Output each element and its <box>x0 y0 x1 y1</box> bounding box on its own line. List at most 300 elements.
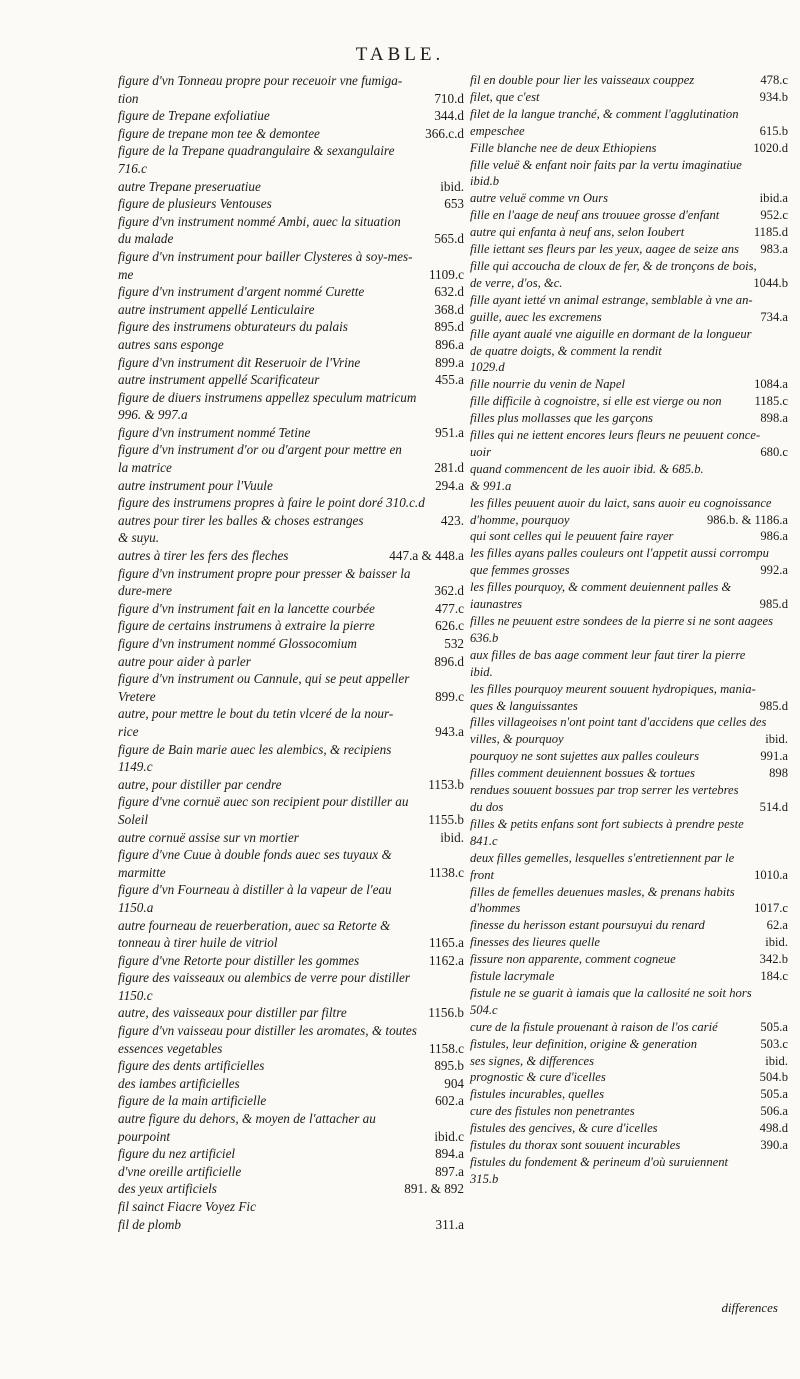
index-entry <box>470 140 788 157</box>
index-entry <box>470 1069 788 1086</box>
entry-text: autre pour aider à parler <box>118 653 251 669</box>
entry-text: figure des instrumens obturateurs du palais <box>118 319 348 335</box>
page-reference: 294.a <box>435 477 464 493</box>
entry-text: les filles pourquoy, & comment deuiennent palles & <box>470 580 732 595</box>
entry-text: figure de la main artificielle <box>118 1093 267 1109</box>
page-reference: 447.a & 448.a <box>389 548 464 564</box>
entry-text: ibid. <box>470 664 493 679</box>
entry-text: figure de diuers instrumens appellez speculum matricum <box>118 389 417 405</box>
page-reference: 895.b <box>434 1058 464 1074</box>
index-entry <box>470 545 788 562</box>
entry-text: & suyu. <box>118 530 160 546</box>
entry-text: figure d'vn instrument ou Cannule, qui se peut appeller <box>118 671 410 687</box>
index-entry <box>118 600 464 618</box>
page-reference: 952.c <box>760 208 788 223</box>
page-reference: 734.a <box>760 309 788 324</box>
index-entry <box>470 613 788 630</box>
entry-text: figure de plusieurs Ventouses <box>118 196 272 212</box>
entry-text: des iambes artificielles <box>118 1075 240 1091</box>
entry-text: uoir <box>470 444 491 459</box>
index-entry <box>470 241 788 258</box>
index-entry <box>118 178 464 196</box>
index-entry <box>118 917 464 935</box>
page-reference: 368.d <box>434 301 464 317</box>
index-entry <box>118 336 464 354</box>
page-reference: 1185.d <box>753 225 788 240</box>
page-reference: 1155.b <box>428 811 464 827</box>
entry-text: figure de trepane mon tee & demontee <box>118 125 320 141</box>
index-entry <box>118 811 464 829</box>
entry-text: filet, que c'est <box>470 89 540 104</box>
entry-text: autre instrument appellé Lenticulaire <box>118 301 315 317</box>
index-entry <box>470 1137 788 1154</box>
entry-text: que femmes grosses <box>470 563 570 578</box>
entry-text: filles & petits enfans sont fort subiects à prendre peste <box>470 816 744 831</box>
page-reference: 498.d <box>759 1121 788 1136</box>
index-entry <box>118 230 464 248</box>
index-entry <box>470 410 788 427</box>
entry-text: fissure non apparente, comment cogneue <box>470 952 676 967</box>
index-entry <box>118 617 464 635</box>
index-entry <box>470 512 788 529</box>
page-reference: 896.a <box>435 336 464 352</box>
page-reference: 602.a <box>435 1093 464 1109</box>
entry-text: autre instrument appellé Scarificateur <box>118 372 320 388</box>
page-reference: 1185.c <box>754 394 788 409</box>
page-reference: ibid.c <box>434 1128 464 1144</box>
entry-text: fistule ne se guarit à iamais que la callosité ne soit hors <box>470 985 752 1000</box>
entry-text: 1150.a <box>118 899 154 915</box>
page-reference: 985.d <box>759 597 788 612</box>
index-entry <box>118 371 464 389</box>
index-entry <box>118 213 464 231</box>
page-reference: 1162.a <box>428 952 464 968</box>
index-entry <box>470 748 788 765</box>
page-reference: 897.a <box>435 1163 464 1179</box>
page-reference: 1084.a <box>754 377 788 392</box>
entry-text: pourquoy ne sont sujettes aux palles couleurs <box>470 749 699 764</box>
page-reference: 896.d <box>434 653 464 669</box>
entry-text: 841.c <box>470 833 498 848</box>
index-entry <box>118 283 464 301</box>
entry-text: autre, pour distiller par cendre <box>118 776 282 792</box>
index-entry <box>470 681 788 698</box>
entry-text: rendues souuent bossues par trop serrer les vertebres <box>470 783 739 798</box>
index-entry <box>470 917 788 934</box>
index-entry <box>470 326 788 343</box>
entry-text: fille ayant aualé vne aiguille en dormant de la longueur <box>470 326 752 341</box>
index-entry <box>118 653 464 671</box>
entry-text: ses signes, & differences <box>470 1053 595 1068</box>
index-entry <box>470 359 788 376</box>
page-reference: 532 <box>444 636 464 651</box>
index-entry <box>118 864 464 882</box>
entry-text: filles qui ne iettent encores leurs fleurs ne peuuent conce- <box>470 428 761 443</box>
index-entry <box>470 461 788 478</box>
page-reference: 478.c <box>760 73 788 87</box>
index-entry <box>470 816 788 833</box>
entry-text: aux filles de bas aage comment leur faut tirer la pierre <box>470 647 746 662</box>
page-reference: 342.b <box>759 952 788 967</box>
index-entry <box>470 782 788 799</box>
page-reference: 1138.c <box>428 864 464 880</box>
index-entry <box>470 596 788 613</box>
index-entry <box>470 1053 788 1070</box>
index-entry <box>118 142 464 160</box>
page-reference: 985.d <box>759 698 788 713</box>
index-entry <box>470 1103 788 1120</box>
index-entry <box>118 1163 464 1181</box>
page-reference: 1156.b <box>428 1005 464 1021</box>
index-entry <box>470 1086 788 1103</box>
page-reference: 311.a <box>435 1216 464 1232</box>
index-entry <box>118 107 464 125</box>
entry-text: cure de la fistule prouenant à raison de l'os carié <box>470 1019 718 1034</box>
page-reference: 899.a <box>435 354 464 370</box>
page-reference: 943.a <box>435 723 464 739</box>
entry-text: figure d'vne Cuue à double fonds auec ses tuyaux & <box>118 847 392 863</box>
entry-text: autre figure du dehors, & moyen de l'attacher au <box>118 1111 376 1127</box>
entry-text: iaunastres <box>470 597 523 612</box>
index-entry <box>470 292 788 309</box>
entry-text: figure d'vn instrument pour bailler Clysteres à soy-mes- <box>118 248 413 264</box>
index-entry <box>118 354 464 372</box>
entry-text: qui sont celles qui le peuuent faire rayer <box>470 529 674 544</box>
page-reference: 891. & 892 <box>404 1181 464 1197</box>
page-reference: 951.a <box>435 424 464 440</box>
page-reference: 62.a <box>766 918 788 933</box>
page-reference: 934.b <box>759 89 788 104</box>
entry-text: figure d'vne cornuë auec son recipient pour distiller au <box>118 794 409 810</box>
entry-text: du malade <box>118 231 174 247</box>
index-entry <box>470 579 788 596</box>
index-entry <box>470 833 788 850</box>
entry-text: filles villageoises n'ont point tant d'accidens que celles des <box>470 715 767 730</box>
entry-text: de quatre doigts, & comment la rendit <box>470 343 662 358</box>
page-reference: 1017.c <box>754 901 788 916</box>
entry-text: les filles ayans palles couleurs ont l'appetit aussi corrompu <box>470 546 769 561</box>
entry-text: figure d'vn instrument d'or ou d'argent pour mettre en <box>118 442 402 458</box>
entry-text: fistules du fondement & perineum d'où suruiennent <box>470 1155 729 1169</box>
index-entry <box>118 565 464 583</box>
index-entry <box>470 444 788 461</box>
entry-text: finesses des lieures quelle <box>470 935 600 950</box>
index-entry <box>118 723 464 741</box>
entry-text: figure de Bain marie auec les alembics, & recipiens <box>118 741 392 757</box>
index-entry <box>470 562 788 579</box>
entry-text: quand commencent de les auoir ibid. & 685.b. <box>470 461 704 476</box>
entry-text: figure d'vn vaisseau pour distiller les aromates, & toutes <box>118 1023 417 1039</box>
index-entry <box>118 1092 464 1110</box>
index-entry <box>118 899 464 917</box>
page-reference: 366.c.d <box>425 125 464 141</box>
entry-text: fille nourrie du venin de Napel <box>470 377 625 392</box>
entry-text: figure d'vn instrument nommé Tetine <box>118 424 311 440</box>
page-reference: 362.d <box>434 583 464 599</box>
page-reference: 991.a <box>760 749 788 764</box>
index-entry <box>470 698 788 715</box>
entry-text: fistule lacrymale <box>470 969 555 984</box>
index-entry <box>118 266 464 284</box>
entry-text: guille, auec les excremens <box>470 309 602 324</box>
page-reference: 894.a <box>435 1146 464 1162</box>
entry-text: Fille blanche nee de deux Ethiopiens <box>470 140 657 155</box>
index-entry <box>118 1040 464 1058</box>
index-entry <box>470 900 788 917</box>
page-reference: 992.a <box>760 563 788 578</box>
entry-text: filles comment deuiennent bossues & tortues <box>470 766 695 781</box>
entry-text: prognostic & cure d'icelles <box>470 1070 606 1085</box>
index-entry <box>470 207 788 224</box>
page-reference: 626.c <box>435 618 464 634</box>
entry-text: fille en l'aage de neuf ans trouuee grosse d'enfant <box>470 208 720 223</box>
entry-text: figure d'vn Tonneau propre pour receuoir vne fumiga- <box>118 73 403 88</box>
index-entry <box>118 969 464 987</box>
entry-text: 1149.c <box>118 759 153 775</box>
page-reference: 898 <box>769 766 788 781</box>
entry-text: d'homme, pourquoy <box>470 512 570 527</box>
page-reference: 506.a <box>760 1104 788 1119</box>
index-entry <box>118 1075 464 1093</box>
page-reference: ibid. <box>765 732 788 747</box>
page-reference: 904 <box>444 1075 464 1091</box>
entry-text: filles de femelles deuenues masles, & prenans habits <box>470 884 735 899</box>
page-reference: 505.a <box>760 1019 788 1034</box>
entry-text: cure des fistules non penetrantes <box>470 1104 635 1119</box>
index-entry <box>118 90 464 108</box>
entry-text: essences vegetables <box>118 1040 223 1056</box>
entry-text: autre Trepane preseruatiue <box>118 178 261 194</box>
index-entry <box>470 951 788 968</box>
entry-text: filles plus mollasses que les garçons <box>470 411 653 426</box>
entry-text: fille ayant ietté vn animal estrange, semblable à vne an- <box>470 292 753 307</box>
entry-text: fistules des gencives, & cure d'icelles <box>470 1121 658 1136</box>
page-reference: 1010.a <box>754 867 788 882</box>
page-reference: 615.b <box>759 123 788 138</box>
entry-text: dure-mere <box>118 583 172 599</box>
page-reference: ibid.a <box>759 191 788 206</box>
index-entry <box>118 441 464 459</box>
entry-text: fille iettant ses fleurs par les yeux, aagee de seize ans <box>470 242 739 257</box>
entry-text: tion <box>118 90 139 106</box>
index-entry <box>470 765 788 782</box>
entry-text: marmitte <box>118 864 166 880</box>
entry-text: finesse du herisson estant poursuyui du renard <box>470 918 705 933</box>
index-entry <box>470 1154 788 1171</box>
entry-text: autre, des vaisseaux pour distiller par filtre <box>118 1005 347 1021</box>
entry-text: figure d'vn instrument dit Reseruoir de l'Vrine <box>118 354 361 370</box>
index-entry <box>118 389 464 407</box>
index-entry <box>118 1128 464 1146</box>
index-entry <box>118 195 464 213</box>
entry-text: figure d'vn instrument propre pour presser & baisser la <box>118 565 411 581</box>
entry-text: figure de certains instrumens à extraire la pierre <box>118 618 375 634</box>
page-reference: 390.a <box>760 1138 788 1153</box>
index-entry <box>118 459 464 477</box>
index-entry <box>470 884 788 901</box>
entry-text: autre qui enfanta à neuf ans, selon Ioubert <box>470 225 685 240</box>
index-entry <box>470 850 788 867</box>
index-entry <box>470 528 788 545</box>
entry-text: 636.b <box>470 630 499 645</box>
entry-text: Vretere <box>118 688 156 704</box>
entry-text: fil de plomb <box>118 1216 182 1232</box>
page-reference: 1165.a <box>428 935 464 951</box>
page-reference: 455.a <box>435 372 464 388</box>
index-entry <box>118 318 464 336</box>
index-entry <box>118 72 464 90</box>
index-entry <box>470 89 788 106</box>
entry-text: fistules incurables, quelles <box>470 1087 604 1102</box>
index-entry <box>470 1002 788 1019</box>
entry-text: figure d'vn instrument nommé Glossocomium <box>118 636 357 651</box>
index-entry <box>470 934 788 951</box>
index-entry <box>118 424 464 442</box>
index-column-right <box>470 72 788 1188</box>
index-entry <box>118 829 464 847</box>
entry-text: figure d'vne Retorte pour distiller les gommes <box>118 952 360 968</box>
entry-text: rice <box>118 723 139 739</box>
index-entry <box>118 881 464 899</box>
index-entry <box>118 741 464 759</box>
entry-text: Soleil <box>118 811 149 827</box>
index-entry <box>470 799 788 816</box>
index-entry <box>470 258 788 275</box>
entry-text: figure de Trepane exfoliatiue <box>118 108 270 124</box>
index-entry <box>470 985 788 1002</box>
page-reference: 895.d <box>434 319 464 335</box>
index-entry <box>118 670 464 688</box>
entry-text: du dos <box>470 799 504 814</box>
index-entry <box>118 1022 464 1040</box>
index-entry <box>470 731 788 748</box>
page-reference: 184.c <box>760 969 788 984</box>
index-entry <box>470 376 788 393</box>
page-title: TABLE. <box>355 44 445 65</box>
index-entry <box>470 714 788 731</box>
entry-text: des yeux artificiels <box>118 1181 217 1197</box>
entry-text: pourpoint <box>118 1128 171 1144</box>
page-reference: 505.a <box>760 1087 788 1102</box>
index-entry <box>118 776 464 794</box>
page-reference: ibid. <box>440 829 464 845</box>
entry-text: autres à tirer les fers des fleches <box>118 548 289 564</box>
entry-text: autre fourneau de reuerberation, auec sa Retorte & <box>118 917 391 933</box>
page-reference: 423. <box>440 512 464 528</box>
entry-text: figure d'vn instrument fait en la lancette courbée <box>118 600 375 616</box>
page-reference: 680.c <box>760 444 788 459</box>
page-reference: 983.a <box>760 242 788 257</box>
entry-text: autre veluë comme vn Ours <box>470 191 609 206</box>
index-entry <box>118 529 464 547</box>
index-entry <box>470 427 788 444</box>
entry-text: empeschee <box>470 123 525 138</box>
index-entry <box>470 343 788 360</box>
index-entry <box>118 705 464 723</box>
entry-text: figure des dents artificielles <box>118 1058 265 1074</box>
index-entry <box>118 1057 464 1075</box>
page-reference: 710.d <box>434 90 464 106</box>
index-entry <box>118 635 464 653</box>
entry-text: 315.b <box>470 1171 499 1186</box>
index-entry <box>118 688 464 706</box>
page-reference: 1020.d <box>753 140 788 155</box>
index-entry <box>470 478 788 495</box>
entry-text: & 991.a <box>470 478 512 493</box>
index-entry <box>470 393 788 410</box>
page-reference: ibid. <box>440 178 464 194</box>
index-entry <box>118 160 464 178</box>
entry-text: autre, pour mettre le bout du tetin vlceré de la nour- <box>118 706 394 722</box>
index-entry <box>118 125 464 143</box>
entry-text: figure d'vn Fourneau à distiller à la vapeur de l'eau <box>118 882 392 898</box>
entry-text: figure des instrumens propres à faire le point doré 310.c.d <box>118 495 425 511</box>
entry-text: autre cornuë assise sur vn mortier <box>118 829 299 845</box>
index-entry <box>118 477 464 495</box>
entry-text: fille veluë & enfant noir faits par la vertu imaginatiue <box>470 157 742 172</box>
index-entry <box>118 1145 464 1163</box>
page-reference: 986.a <box>760 529 788 544</box>
entry-text: fil sainct Fiacre Voyez Fic <box>118 1199 256 1214</box>
entry-text: villes, & pourquoy <box>470 732 564 747</box>
index-entry <box>470 1120 788 1137</box>
index-entry <box>118 547 464 565</box>
entry-text: fistules du thorax sont souuent incurables <box>470 1138 681 1153</box>
entry-text: autres pour tirer les balles & choses estranges <box>118 512 364 528</box>
entry-text: figure de la Trepane quadrangulaire & sexangulaire <box>118 143 395 159</box>
index-entry <box>118 494 464 512</box>
index-entry <box>470 157 788 174</box>
entry-text: front <box>470 867 495 882</box>
entry-text: filles ne peuuent estre sondees de la pierre si ne sont aagees <box>470 614 773 628</box>
entry-text: fille difficile à cognoistre, si elle est vierge ou non <box>470 394 722 409</box>
index-entry <box>470 275 788 292</box>
entry-text: fil en double pour lier les vaisseaux couppez <box>470 73 695 87</box>
entry-text: les filles peuuent auoir du laict, sans auoir eu cognoissance <box>470 495 772 510</box>
index-entry <box>470 664 788 681</box>
entry-text: 996. & 997.a <box>118 407 188 423</box>
index-entry <box>118 248 464 266</box>
entry-text: ibid.b <box>470 174 500 189</box>
page-reference: ibid. <box>765 1053 788 1068</box>
index-entry <box>118 582 464 600</box>
index-entry <box>470 1019 788 1036</box>
index-entry <box>118 934 464 952</box>
entry-text: figure des vaisseaux ou alembics de verre pour distiller <box>118 970 411 986</box>
index-entry <box>470 224 788 241</box>
index-entry <box>470 123 788 140</box>
page-reference: 632.d <box>434 284 464 300</box>
index-entry <box>470 968 788 985</box>
page-reference: 281.d <box>434 460 464 476</box>
page-reference: 899.c <box>435 688 464 704</box>
page-reference: 504.b <box>759 1070 788 1085</box>
page-reference: 1153.b <box>428 776 464 792</box>
index-entry <box>470 106 788 123</box>
entry-text: deux filles gemelles, lesquelles s'entretiennent par le <box>470 850 735 865</box>
index-entry <box>118 1180 464 1198</box>
entry-text: 504.c <box>470 1002 498 1017</box>
entry-text: figure d'vn instrument nommé Ambi, auec la situation <box>118 213 401 229</box>
index-entry <box>118 758 464 776</box>
index-entry <box>470 647 788 664</box>
page-reference: 565.d <box>434 231 464 247</box>
index-entry <box>470 1036 788 1053</box>
entry-text: me <box>118 266 134 282</box>
entry-text: la matrice <box>118 460 172 476</box>
entry-text: d'hommes <box>470 901 521 916</box>
index-entry <box>118 952 464 970</box>
